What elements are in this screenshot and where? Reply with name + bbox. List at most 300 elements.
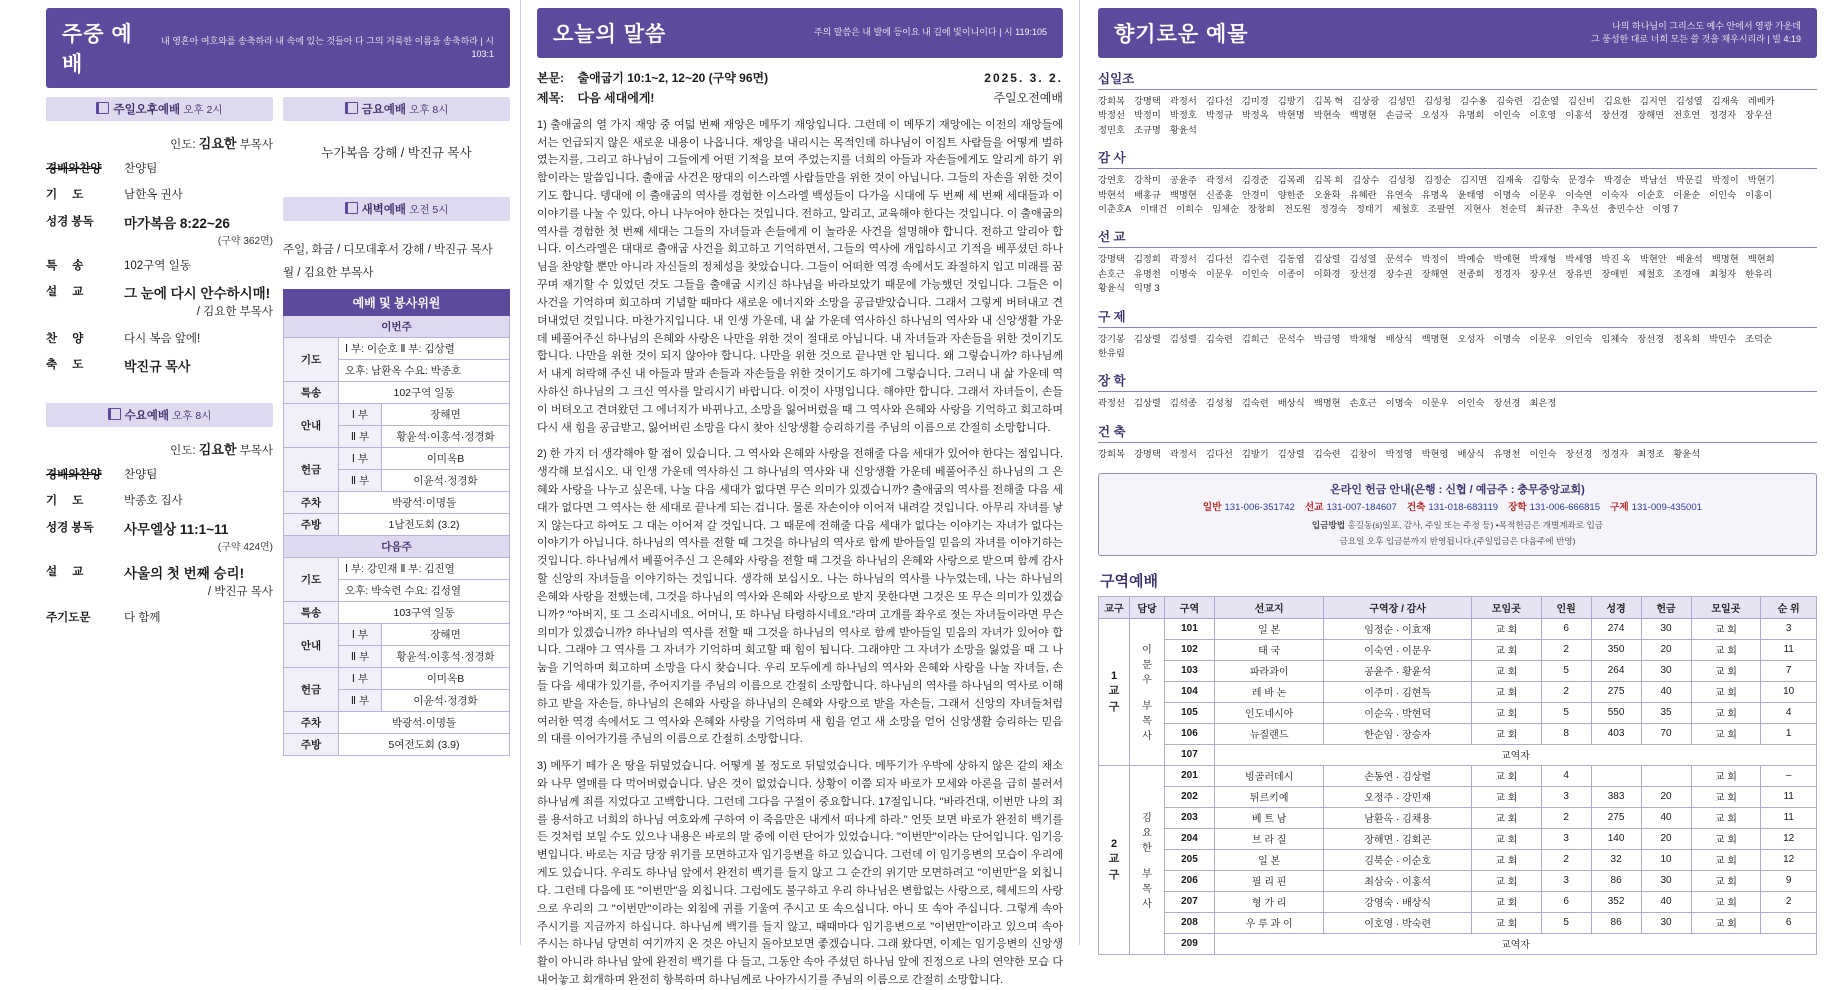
- meeting-place-2: 교 회: [1691, 891, 1761, 912]
- attendance-count: 2: [1541, 639, 1591, 660]
- offering-name: 김성열: [1675, 96, 1703, 106]
- offering-name: 김복 혁: [1313, 96, 1344, 106]
- offering-name: 강명택: [1098, 254, 1125, 265]
- service-bar-wednesday: [46, 403, 273, 427]
- offering-name: 김수옹: [1460, 96, 1488, 106]
- order-label: 경배와찬양: [46, 469, 102, 481]
- offering-name: 조규명: [1133, 124, 1161, 135]
- table-row[interactable]: [1099, 912, 1817, 933]
- order-value: 그 눈에 다시 안수하시매!: [124, 286, 271, 301]
- district-leader: 공윤주 · 황윤석: [1324, 660, 1472, 681]
- workers-sub-label: Ⅱ 부: [339, 646, 382, 668]
- method-text: 홍길동(s)일포, 감사, 주일 또는 주정 등) •목적헌금은 개별계좌로 입금: [1347, 520, 1604, 531]
- workers-cell: 황윤석·이홍석·정경화: [382, 646, 510, 668]
- bible-count: 275: [1591, 681, 1641, 702]
- offering-name: 이인숙: [1709, 189, 1737, 200]
- offering-name: 김다선: [1205, 96, 1233, 106]
- offering-name: 박예현: [1493, 254, 1521, 265]
- offering-name: 김항숙: [1532, 175, 1559, 186]
- offering-name: 정경자: [1493, 268, 1521, 279]
- offering-name: 박정영: [1385, 448, 1413, 459]
- meeting-place-2: 교 회: [1691, 828, 1761, 849]
- bible-count: 550: [1591, 702, 1641, 723]
- column-header: 모임곳: [1471, 596, 1541, 618]
- service-workers-table: [283, 289, 510, 756]
- offering-amount: 40: [1641, 681, 1691, 702]
- workers-cell: 오후: 남환옥 수요: 박종호: [339, 360, 510, 382]
- account-number: 131-006-351742: [1224, 502, 1295, 514]
- mission-field: 필 리 핀: [1214, 870, 1323, 891]
- table-row[interactable]: [1099, 744, 1817, 765]
- offering-name: 유명천: [1133, 268, 1161, 279]
- leader-name: 김요한: [198, 442, 237, 457]
- offering-name: 김요한: [1603, 96, 1631, 106]
- offering-name: 김성렬: [1169, 333, 1197, 344]
- offering-name: 장해면: [1637, 110, 1665, 121]
- offering-name: 박현영: [1421, 448, 1449, 459]
- table-row[interactable]: [1099, 786, 1817, 807]
- online-offering-title: 온라인 헌금 안내(은행 : 신협 / 예금주 : 충무중앙교회): [1330, 484, 1585, 497]
- offering-name: 곽정서: [1169, 96, 1197, 106]
- offering-name: 장선경: [1601, 110, 1629, 121]
- offering-name: 강명택: [1133, 96, 1161, 106]
- offering-name: 장유빈: [1565, 268, 1593, 279]
- workers-sub-label: Ⅰ 부: [339, 624, 382, 646]
- offering-name: 김희근: [1241, 333, 1269, 344]
- rank: 12: [1761, 849, 1817, 870]
- workers-cell: 이윤석·정경화: [382, 470, 510, 492]
- bible-count: 383: [1591, 786, 1641, 807]
- offering-name: 손호근: [1098, 268, 1125, 279]
- offering-name: 최청자: [1709, 268, 1737, 279]
- workers-row-label: 안내: [284, 624, 339, 668]
- table-row[interactable]: [1099, 702, 1817, 723]
- offering-name: 박문길: [1675, 175, 1703, 186]
- account-label: 일반: [1202, 502, 1222, 514]
- attendance-count: 2: [1541, 807, 1591, 828]
- order-row: [46, 284, 273, 322]
- service-name: 수요예배: [124, 410, 170, 422]
- workers-sub-label: Ⅱ 부: [339, 690, 382, 712]
- offering-name: 오성자: [1421, 110, 1449, 121]
- offering-name: 배상식: [1457, 448, 1485, 459]
- table-row[interactable]: [1099, 807, 1817, 828]
- meeting-place-2: 교 회: [1691, 618, 1761, 639]
- friday-series: 누가복음 강해 / 박진규 목사: [321, 146, 472, 160]
- service-leader-sunday-afternoon: [46, 133, 273, 152]
- offering-name: 이홍이: [1745, 189, 1773, 200]
- offering-amount: 40: [1641, 807, 1691, 828]
- offering-name: 손호근: [1349, 398, 1377, 409]
- sermon-text-row: [537, 68, 768, 88]
- offering-name: 이명숙: [1493, 333, 1521, 344]
- table-row[interactable]: [1099, 891, 1817, 912]
- offering-name: 이윤순: [1673, 189, 1701, 200]
- column-todays-sermon: [520, 0, 1080, 986]
- table-row[interactable]: [1099, 660, 1817, 681]
- order-label: 설 교: [46, 565, 90, 578]
- table-row[interactable]: [1099, 828, 1817, 849]
- offering-name: 김복례: [1277, 175, 1305, 186]
- offering-name: 김숙련: [1496, 96, 1524, 106]
- offering-name: 강착미: [1133, 175, 1161, 186]
- offering-amount: 30: [1641, 912, 1691, 933]
- online-offering-note: 금요일 오후 입금분까지 반영됩니다.(주일입금은 다음주에 반영): [1339, 536, 1576, 546]
- offering-name: 강희복: [1098, 96, 1125, 106]
- offering-name: 이춘호A: [1098, 204, 1132, 215]
- offering-name: 박민수: [1709, 333, 1737, 344]
- account-label: 구제: [1610, 502, 1629, 514]
- offering-name: 김방기: [1277, 96, 1305, 106]
- meeting-place: 교 회: [1471, 702, 1541, 723]
- offering-name: 유연숙: [1385, 189, 1413, 200]
- district-leader: 이호영 · 박숙련: [1324, 912, 1472, 933]
- offering-name: 이인숙: [1529, 448, 1557, 459]
- district-pastor: 이 문 우 부 목 사: [1130, 618, 1165, 765]
- district-leader: 장해면 · 김회곤: [1324, 828, 1472, 849]
- offering-name: 박현숙: [1313, 110, 1341, 121]
- left-header-title: 주중 예배: [62, 23, 133, 76]
- offering-name: 박정규: [1205, 110, 1233, 121]
- offering-name: 백명현: [1169, 189, 1197, 200]
- column-header: 선교지: [1214, 596, 1323, 618]
- rank: 11: [1761, 807, 1817, 828]
- workers-cell: 5여전도회 (3.9): [339, 734, 510, 756]
- sermon-title-value: 다음 세대에게!: [577, 91, 655, 106]
- mission-field: 브 라 질: [1214, 828, 1323, 849]
- district-leader: 남환옥 · 김채용: [1324, 807, 1472, 828]
- workers-cell: 오후: 박숙련 수요: 김성열: [339, 580, 510, 602]
- names-list: [1098, 396, 1817, 410]
- district-leader: 이주미 · 김현득: [1324, 681, 1472, 702]
- order-row: [46, 467, 273, 484]
- offering-name: 백현희: [1747, 254, 1775, 265]
- sermon-title-label: 제목:: [537, 91, 565, 106]
- account-label: 선교: [1304, 502, 1324, 514]
- offering-name: 박정옥: [1241, 110, 1269, 121]
- offering-name: 김동엽: [1277, 254, 1305, 265]
- meeting-place: 교 회: [1471, 849, 1541, 870]
- workers-row-label: 특송: [284, 382, 339, 404]
- meeting-place: 교 회: [1471, 870, 1541, 891]
- offering-name: 정민호: [1098, 124, 1125, 135]
- offering-name: 윤태영: [1457, 189, 1485, 200]
- leader-role: 부목사: [239, 139, 273, 151]
- table-row[interactable]: [1099, 870, 1817, 891]
- offering-name: 박금영: [1313, 333, 1341, 344]
- meeting-place-2: 교 회: [1691, 807, 1761, 828]
- offering-name: 배윤석: [1675, 254, 1703, 265]
- attendance-count: 5: [1541, 660, 1591, 681]
- leader-role: 부목사: [239, 445, 273, 457]
- rank: 6: [1761, 912, 1817, 933]
- workers-cell: 102구역 일동: [339, 382, 510, 404]
- online-offering-method: [1109, 519, 1806, 532]
- workers-row-label: 주차: [284, 712, 339, 734]
- offering-name: 백명현: [1313, 398, 1341, 409]
- rank: 10: [1761, 681, 1817, 702]
- meeting-place-2: 교 회: [1691, 660, 1761, 681]
- sermon-paragraph: 1) 출애굽의 열 가지 재앙 중 여덟 번째 재앙은 메뚜기 재앙입니다. 그런데 이 메뚜기 재앙에는 이전의 재앙들에서는 언급되지 않은 새로운 내용이 나옵니다. 재앙을 내리시는 목적인데 하나님이 이집트 사람들을 어떻게 벌하였는지를, 그리고 하나님이 그들에게 어떤 기적을 보여 주었는지를 너희의 아들과 자손들에게도 알리게 하기 위함이라는 말씀입니다. 출애굽 사건은 땅대의 이스라엘 사람들만을 위한 것이 아닙니다. 그들의 자손을 위한 것이기도 합니다. 뎅대에 이 출애굽의 역사를 경험한 이스라엘 백성들이 다가올 시대에 두 번째 세 번째 세대들과 이 이야기를 나눌 수 있다, 아니 나누어야 한다는 것입니다. 전하고, 알리고, 교육해야 한다는 것입니다. 이 출애굽의 역사를 경험한 첫 번째 세대는 그들의 자녀들과 손들에게 이 놀라운 사건을 설명해야 합니다. 전하고 알리아 합니다. 이스라엘은 대대로 출애굽 사건을 회고하고 기억하면서, 그들의 역사에 개입하시고 기적을 베푸셨던 하나님을 찬양할 뿐만 아니라 자신들의 정체성을 찾았습니다. 그들이 어떠한 역경 속에서도 좌절하지 입고 미래를 꿈꾸며 재기할 수 있었던 것도 그들을 출애굽 시키신 하나님을 바라보았기 때문에 가능했던 것입니다. 그들은 이 사건을 기억하며 회고하며 기념할 때마다 새로운 에너지와 소망을 공급받았습니다. 그래서 그렇게 버텨내고 견뎌내었던 것입니다. 마찬가지입니다. 내 인생 가운데, 내 삶 가운데 역사하신 하나님의 역사와 내 신앙생활 가운데 베풀어주신 하나님의 은혜와 사랑은 나만을 위한 것이 절대로 아닙니다. 내 자녀들과 자손들을 위한 것이기도 합니다. 나만을 위한 것이 되지 않아야 합니다. 나만을 위한 것으로 끝나면 안 됩니다. 왜 그렇습니까? 하나님께서 내게 허락해 주신 내 아들과 딸과 손들과 자손들을 위한 것이기도 하기에 그렇습니다. 그러니 내 삶 가운데 역사하신 하나님의 그 크신 역사를 알리시기 바랍니다. 이것이 사명입니다. 해야만 합니다. 그래서 자녀들이, 손들이 버텨오고 견뎌왔던 그 에너지가 바뀌나고, 소망을 잃어버렸을 때 그 역사와 은혜와 사랑을 기억하고 회고하며 다시 새 힘을 공급받고, 잃어버린 소망을 다시 찾아 신앙생활 승리하기를 주님의 이름으로 간절히 소망합니다.: [537, 118, 1063, 434]
- table-row[interactable]: [1099, 618, 1817, 639]
- attendance-count: 2: [1541, 849, 1591, 870]
- order-label: 경배와찬양: [46, 163, 102, 175]
- rank: 3: [1761, 618, 1817, 639]
- offering-name: 문석수: [1277, 333, 1305, 344]
- section-title: 십일조: [1098, 69, 1817, 90]
- district-leader: 한순임 · 장승자: [1324, 723, 1472, 744]
- district-code: 105: [1165, 702, 1215, 723]
- mission-field: 태 국: [1214, 639, 1323, 660]
- offering-name: 김숙련: [1313, 448, 1341, 459]
- rank: 1: [1761, 723, 1817, 744]
- workers-row-label: 헌금: [284, 448, 339, 492]
- offering-name: 박정선: [1098, 110, 1125, 121]
- service-leader-wednesday: [46, 439, 273, 458]
- district-code: 106: [1165, 723, 1215, 744]
- bible-count: 274: [1591, 618, 1641, 639]
- mission-field: 인도네시아: [1214, 702, 1323, 723]
- offering-name: 신종훈: [1205, 189, 1233, 200]
- offering-section-building: [1098, 422, 1817, 461]
- bible-count: 403: [1591, 723, 1641, 744]
- rank: 9: [1761, 870, 1817, 891]
- offering-name: 장선경: [1349, 268, 1377, 279]
- offering-name: 정경숙: [1319, 204, 1347, 215]
- attendance-count: 2: [1541, 681, 1591, 702]
- offering-name: 이숙연: [1565, 189, 1593, 200]
- district-code: 201: [1165, 765, 1215, 786]
- workers-row-label: 특송: [284, 602, 339, 624]
- book-icon: [345, 202, 358, 214]
- service-name: 새벽예배: [361, 204, 407, 216]
- offering-name: 배상식: [1277, 398, 1305, 409]
- meeting-place-2: 교 회: [1691, 723, 1761, 744]
- mission-field: 베 트 남: [1214, 807, 1323, 828]
- offering-name: 강연호: [1098, 175, 1125, 186]
- offering-name: 이홍석: [1565, 110, 1593, 121]
- column-offerings: [1080, 0, 1843, 952]
- column-header: 담당: [1130, 596, 1165, 618]
- dawn-series-1: 주일, 화금 / 디모데후서 강해 / 박진규 목사: [283, 244, 493, 256]
- service-bar-sunday-afternoon: [46, 97, 273, 121]
- offering-name: 이인숙: [1493, 110, 1521, 121]
- dawn-series-2: 월 / 김요한 부목사: [283, 267, 374, 279]
- offering-name: 정옥희: [1673, 333, 1701, 344]
- offering-name: 김재욱: [1711, 96, 1739, 106]
- offering-amount: 20: [1641, 828, 1691, 849]
- column-header: 교구: [1099, 596, 1130, 618]
- offering-name: 임체숙: [1601, 333, 1629, 344]
- service-time: 오후 8시: [172, 410, 212, 422]
- offering-name: 추옥선: [1571, 204, 1599, 215]
- offering-name: 충민수산: [1607, 204, 1644, 215]
- district-code: 209: [1165, 933, 1215, 954]
- offering-name: 김숙련: [1205, 333, 1233, 344]
- table-header-row: [1099, 596, 1817, 618]
- sermon-title-row: [537, 88, 768, 108]
- sermon-text-label: 본문:: [537, 71, 565, 85]
- offering-name: 박채형: [1349, 333, 1377, 344]
- section-title: 장 학: [1098, 371, 1817, 392]
- district-code: 206: [1165, 870, 1215, 891]
- offering-amount: 30: [1641, 618, 1691, 639]
- offering-name: 김상수: [1352, 175, 1380, 186]
- offering-name: 이문우: [1529, 189, 1557, 200]
- right-header-subtitle-line1: 나의 하나님이 그리스도 예수 안에서 영광 가운데: [1612, 20, 1801, 31]
- offering-name: 유명희: [1457, 110, 1485, 121]
- order-row: [46, 357, 273, 377]
- meeting-place-2: 교 회: [1691, 765, 1761, 786]
- right-header-subtitle-line2: 그 풍성한 대로 너희 모든 쓸 것을 채우시리라 | 빌 4:19: [1590, 34, 1801, 44]
- meeting-place: 교 회: [1471, 660, 1541, 681]
- workers-cell: Ⅰ 부: 이순호 Ⅱ 부: 김상렬: [339, 338, 510, 360]
- table-row[interactable]: [1099, 933, 1817, 954]
- column-header: 순 위: [1761, 596, 1817, 618]
- offering-name: 유명옥: [1421, 189, 1449, 200]
- mission-field: 레 바 논: [1214, 681, 1323, 702]
- meeting-place: 교 회: [1471, 723, 1541, 744]
- workers-row-label: 기도: [284, 558, 339, 602]
- meeting-place: 교 회: [1471, 639, 1541, 660]
- order-label: 성경 봉독: [46, 521, 94, 534]
- offering-name: 이종이: [1277, 268, 1305, 279]
- meeting-place-2: 교 회: [1691, 786, 1761, 807]
- district-leader: 최삼숙 · 이홍석: [1324, 870, 1472, 891]
- meeting-place-2: 교 회: [1691, 681, 1761, 702]
- offering-name: 백명현: [1711, 254, 1739, 265]
- offering-name: 박재형: [1529, 254, 1557, 265]
- middle-header-title: 오늘의 말씀: [553, 23, 667, 46]
- offering-name: 조팔연: [1427, 204, 1455, 215]
- order-value: 102구역 일동: [124, 259, 191, 272]
- order-row: [46, 564, 273, 602]
- workers-cell: 박광석·이명돌: [339, 712, 510, 734]
- offering-name: 박진 옥: [1601, 254, 1631, 265]
- offering-name: 장해연: [1421, 268, 1449, 279]
- district-pastor: 김 요 한 부 목 사: [1130, 765, 1165, 954]
- workers-sub-label: Ⅰ 부: [339, 668, 382, 690]
- offering-amount: 30: [1641, 660, 1691, 681]
- sermon-paragraph: 2) 한 가지 더 생각해야 할 점이 있습니다. 그 역사와 은혜와 사랑을 전해줄 다음 세대가 있어야 한다는 점입니다. 생각해 보십시오. 내 인생 가운데 역사하신 그 하나님의 역사와 내 신앙생활 가운데 베풀어주신 하나님의 그 은혜와 사랑을 나누고 싶은데, 나눌 다음 세대가 없다면 무슨 의미가 있겠습니까? 출애굽의 역사를 전해줄 다음 세대가 없다면 그 역사는 한 세대로 끝나게 되는 겁니다. 물론 자손이야 이어져 내려갈 것입니다. 아무리 자녀를 낳지 않는다고 하여도 그 대는 이어져 갈 것입니다. 그 때문에 전해줄 다음 세대가 없다는 이야기는 자녀가 없다는 이야기가 아닙니다. 하나님의 역사를 전할 때 그것을 하나님의 역사로 함께 받아들일 믿음의 자녀를 이야기하는 것입니다. 하나님께서 베풀어주신 그 은혜와 사랑을 전할 때 그것을 하나님의 은혜와 사랑으로 받으며 함께 감사할 신앙의 자녀들을 이야기하는 것입니다. 생각해 보십시오. 나는 하나님의 역사를 나누었는데, 나는 하나님의 은혜와 사랑을 전했는데, 그것을 하나님의 역사와 은혜와 사랑으로 받지 못한다면 그것은 또 무슨 의미가 있겠습니까? "아버지, 또 그 소리시네요. 어머니, 또 하나님 타령하시네요."라며 고개를 좌우로 젓는 자녀들이라면 무슨 의미가 있겠습니까? 하나님의 역사를 전할 때 그것을 하나님의 역사로 함께 받아들일 믿음의 자녀가 있어야 합니다. 그래야 그 역사를 그 자녀가 기억하며 회고할 때 힘이 됩니다. 그래야만 그 자녀가 소망을 잃었을 때 그 나눔을 기억하며 회고하며 소망을 다시 찾습니다. 우리 모두에게 하나님의 역사와 은혜와 사랑을 나눌 자녀들, 손들 다음 세대가 있기를, 주어지기를 주님의 이름으로 간절히 소망합니다. 하나님의 역사를 하나님의 역사로 이해하고 받을 자손들, 하나님의 은혜와 사랑을 하나님의 은혜와 사랑으로 받을 자손들, 그래서 신앙의 자녀들처럼 여러한 역경 속에서도 그 역사와 은혜와 사랑을 기억하며 새 힘을 얻고 새 소망을 얻어 신앙생활 승리하는 믿음의 대를 이어가기를 주님의 이름으로 간절히 소망합니다.: [537, 448, 1063, 746]
- offering-amount: 35: [1641, 702, 1691, 723]
- offering-name: 최정조: [1637, 448, 1665, 459]
- attendance-count: 5: [1541, 912, 1591, 933]
- left-header: [46, 8, 510, 88]
- offering-name: 김다선: [1205, 254, 1233, 265]
- offering-name: 이인숙: [1565, 333, 1593, 344]
- mission-field: 일 본: [1214, 618, 1323, 639]
- meeting-place: 교 회: [1471, 786, 1541, 807]
- names-list: [1098, 252, 1817, 295]
- district-leader: 김북순 · 이순호: [1324, 849, 1472, 870]
- order-label: 기 도: [46, 495, 90, 508]
- mission-field: 파라과이: [1214, 660, 1323, 681]
- rank: 2: [1761, 891, 1817, 912]
- table-row[interactable]: [1099, 723, 1817, 744]
- offering-amount: 40: [1641, 891, 1691, 912]
- offering-name: 박남선: [1639, 175, 1667, 186]
- district-code: 102: [1165, 639, 1215, 660]
- account-label: 장학: [1508, 502, 1527, 514]
- workers-row-label: 주방: [284, 514, 339, 536]
- offering-name: 전호연: [1673, 110, 1701, 121]
- offering-name: 정경자: [1709, 110, 1737, 121]
- bible-count: 140: [1591, 828, 1641, 849]
- mission-field: 형 가 리: [1214, 891, 1323, 912]
- mission-field: 뉴질랜드: [1214, 723, 1323, 744]
- offering-name: 박현안: [1639, 254, 1667, 265]
- order-value-sub: (구약 424면): [217, 541, 273, 553]
- offering-name: 박예승: [1457, 254, 1485, 265]
- service-name: 금요예배: [361, 104, 407, 116]
- workers-sub-label: Ⅰ 부: [339, 448, 382, 470]
- workers-row-label: 기도: [284, 338, 339, 382]
- offering-name: 이숙자: [1601, 189, 1629, 200]
- mission-field: 빙골러데시: [1214, 765, 1323, 786]
- offering-name: 익명 3: [1133, 283, 1160, 294]
- offering-name: 양한준: [1277, 189, 1305, 200]
- names-list: [1098, 94, 1817, 137]
- offering-name: 김수련: [1241, 254, 1269, 265]
- workers-week-label: 이번주: [284, 316, 510, 338]
- account-number: 131-009-435001: [1631, 502, 1703, 514]
- offering-name: 김성열: [1349, 254, 1377, 265]
- district-number: 2 교 구: [1099, 765, 1130, 954]
- table-row[interactable]: [1099, 639, 1817, 660]
- workers-row-label: 안내: [284, 404, 339, 448]
- order-value: 다 함께: [124, 612, 161, 625]
- table-row[interactable]: [1099, 765, 1817, 786]
- section-title: 선 교: [1098, 227, 1817, 248]
- offering-name: 강명택: [1133, 448, 1161, 459]
- table-row[interactable]: [1099, 849, 1817, 870]
- district-code: 104: [1165, 681, 1215, 702]
- workers-row-label: 주방: [284, 734, 339, 756]
- column-header: 모일곳: [1691, 596, 1761, 618]
- offering-name: 이명숙: [1385, 398, 1413, 409]
- offering-name: 배홍규: [1133, 189, 1161, 200]
- bible-count: 86: [1591, 870, 1641, 891]
- bible-count: 350: [1591, 639, 1641, 660]
- column-header: 인원: [1541, 596, 1591, 618]
- offering-name: 김순열: [1532, 96, 1559, 106]
- offering-name: 김정희: [1133, 254, 1161, 265]
- offering-name: 박정미: [1133, 110, 1161, 121]
- workers-cell: Ⅰ 부: 강민재 Ⅱ 부: 김진열: [339, 558, 510, 580]
- attendance-count: 3: [1541, 786, 1591, 807]
- offering-name: 정태기: [1355, 204, 1383, 215]
- offering-name: 임체순: [1212, 204, 1240, 215]
- offering-amount: 70: [1641, 723, 1691, 744]
- offering-name: 지현사: [1463, 204, 1491, 215]
- order-row: [46, 520, 273, 555]
- order-row: [46, 214, 273, 249]
- meeting-place: 교 회: [1471, 681, 1541, 702]
- offering-name: 김상렬: [1313, 254, 1341, 265]
- offering-name: 곽정서: [1205, 175, 1233, 186]
- district-note: 교역자: [1214, 744, 1816, 765]
- workers-cell: 이윤석·정경화: [382, 690, 510, 712]
- sermon-body: [537, 117, 1063, 990]
- offering-name: 장선경: [1493, 398, 1521, 409]
- leader-label: 인도:: [170, 445, 196, 457]
- order-value: 박진규 목사: [124, 358, 191, 374]
- section-title: 구 제: [1098, 307, 1817, 328]
- sermon-date: 2025. 3. 2.: [984, 71, 1063, 85]
- table-row[interactable]: [1099, 681, 1817, 702]
- offering-name: 장애빈: [1601, 268, 1629, 279]
